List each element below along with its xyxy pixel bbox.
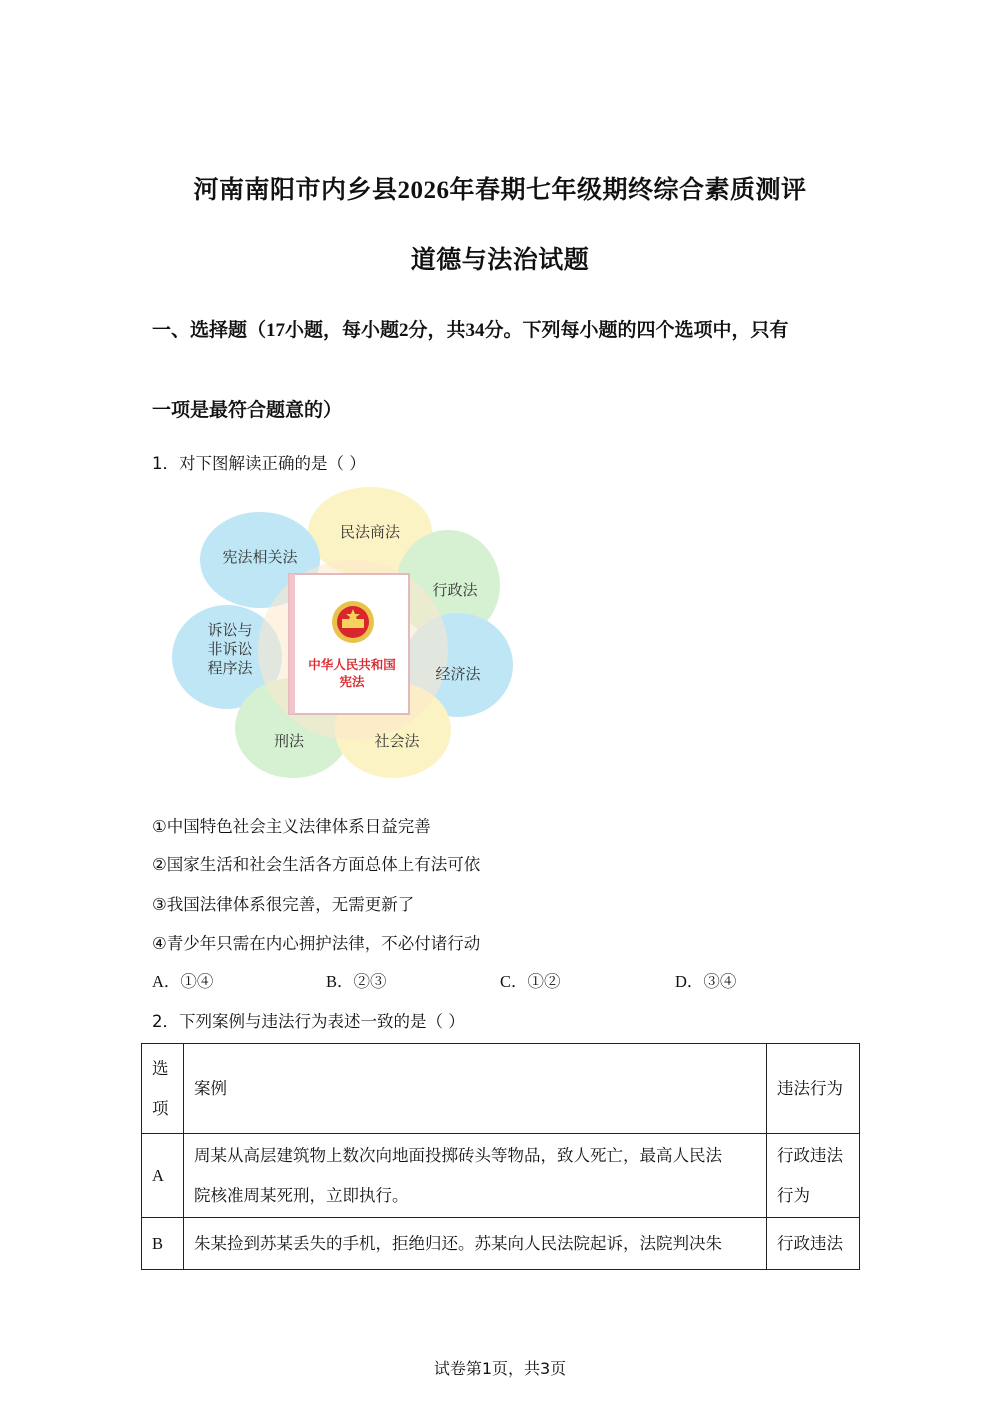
question-2-table bbox=[141, 1043, 860, 1270]
header-option: 选 项 bbox=[142, 1044, 184, 1134]
row-b-option: B bbox=[142, 1218, 184, 1270]
table-header-row bbox=[142, 1044, 860, 1134]
petal-label-xianfa: 宪法相关法 bbox=[222, 548, 298, 566]
statement-3: ③我国法律体系很完善，无需更新了 bbox=[152, 895, 415, 914]
statement-1: ①中国特色社会主义法律体系日益完善 bbox=[152, 817, 431, 836]
row-a-case: 周某从高层建筑物上数次向地面投掷砖头等物品，致人死亡，最高人民法 院核准周某死刑，立即执行。 bbox=[184, 1134, 767, 1218]
petal-label-susong-1: 诉讼与 bbox=[207, 621, 253, 639]
petal-label-jingji: 经济法 bbox=[435, 665, 481, 683]
legal-system-diagram bbox=[165, 485, 525, 780]
row-b-behavior: 行政违法 bbox=[767, 1218, 860, 1270]
petal-label-xingfa: 刑法 bbox=[273, 732, 305, 750]
header-behavior: 违法行为 bbox=[767, 1044, 860, 1134]
petal-label-minfa: 民法商法 bbox=[339, 523, 401, 541]
row-a-option: A bbox=[142, 1134, 184, 1218]
petal-label-susong-3: 程序法 bbox=[207, 659, 253, 677]
option-c: C．①② bbox=[500, 972, 561, 991]
section-heading-line1: 一、选择题（17小题，每小题2分，共34分。下列每小题的四个选项中，只有 bbox=[152, 320, 789, 341]
option-d: D．③④ bbox=[675, 972, 737, 991]
national-emblem-icon bbox=[332, 601, 374, 643]
book-subtitle: 宪法 bbox=[339, 674, 365, 689]
question-1-stem: 1．对下图解读正确的是（ ） bbox=[152, 454, 366, 473]
table-row bbox=[142, 1218, 860, 1270]
petal-label-susong-2: 非诉讼 bbox=[207, 640, 253, 658]
table-row bbox=[142, 1134, 860, 1218]
petal-label-xingzheng: 行政法 bbox=[432, 581, 478, 599]
row-a-behavior: 行政违法 行为 bbox=[767, 1134, 860, 1218]
statement-4: ④青少年只需在内心拥护法律，不必付诸行动 bbox=[152, 934, 481, 953]
page-footer: 试卷第1页，共3页 bbox=[433, 1359, 567, 1378]
row-b-case: 朱某捡到苏某丢失的手机，拒绝归还。苏某向人民法院起诉，法院判决朱 bbox=[184, 1218, 767, 1270]
option-b: B．②③ bbox=[326, 972, 387, 991]
section-heading-line2: 一项是最符合题意的） bbox=[152, 399, 343, 421]
exam-title: 河南南阳市内乡县2026年春期七年级期终综合素质测评 bbox=[193, 177, 807, 204]
statement-2: ②国家生活和社会生活各方面总体上有法可依 bbox=[152, 855, 481, 874]
exam-subtitle: 道德与法治试题 bbox=[410, 245, 590, 274]
petal-label-shehui: 社会法 bbox=[374, 732, 420, 750]
option-a: A．①④ bbox=[152, 972, 214, 991]
constitution-book bbox=[289, 574, 409, 715]
question-2-stem: 2．下列案例与违法行为表述一致的是（ ） bbox=[152, 1012, 465, 1031]
header-case: 案例 bbox=[184, 1044, 767, 1134]
book-title: 中华人民共和国 bbox=[308, 657, 396, 672]
